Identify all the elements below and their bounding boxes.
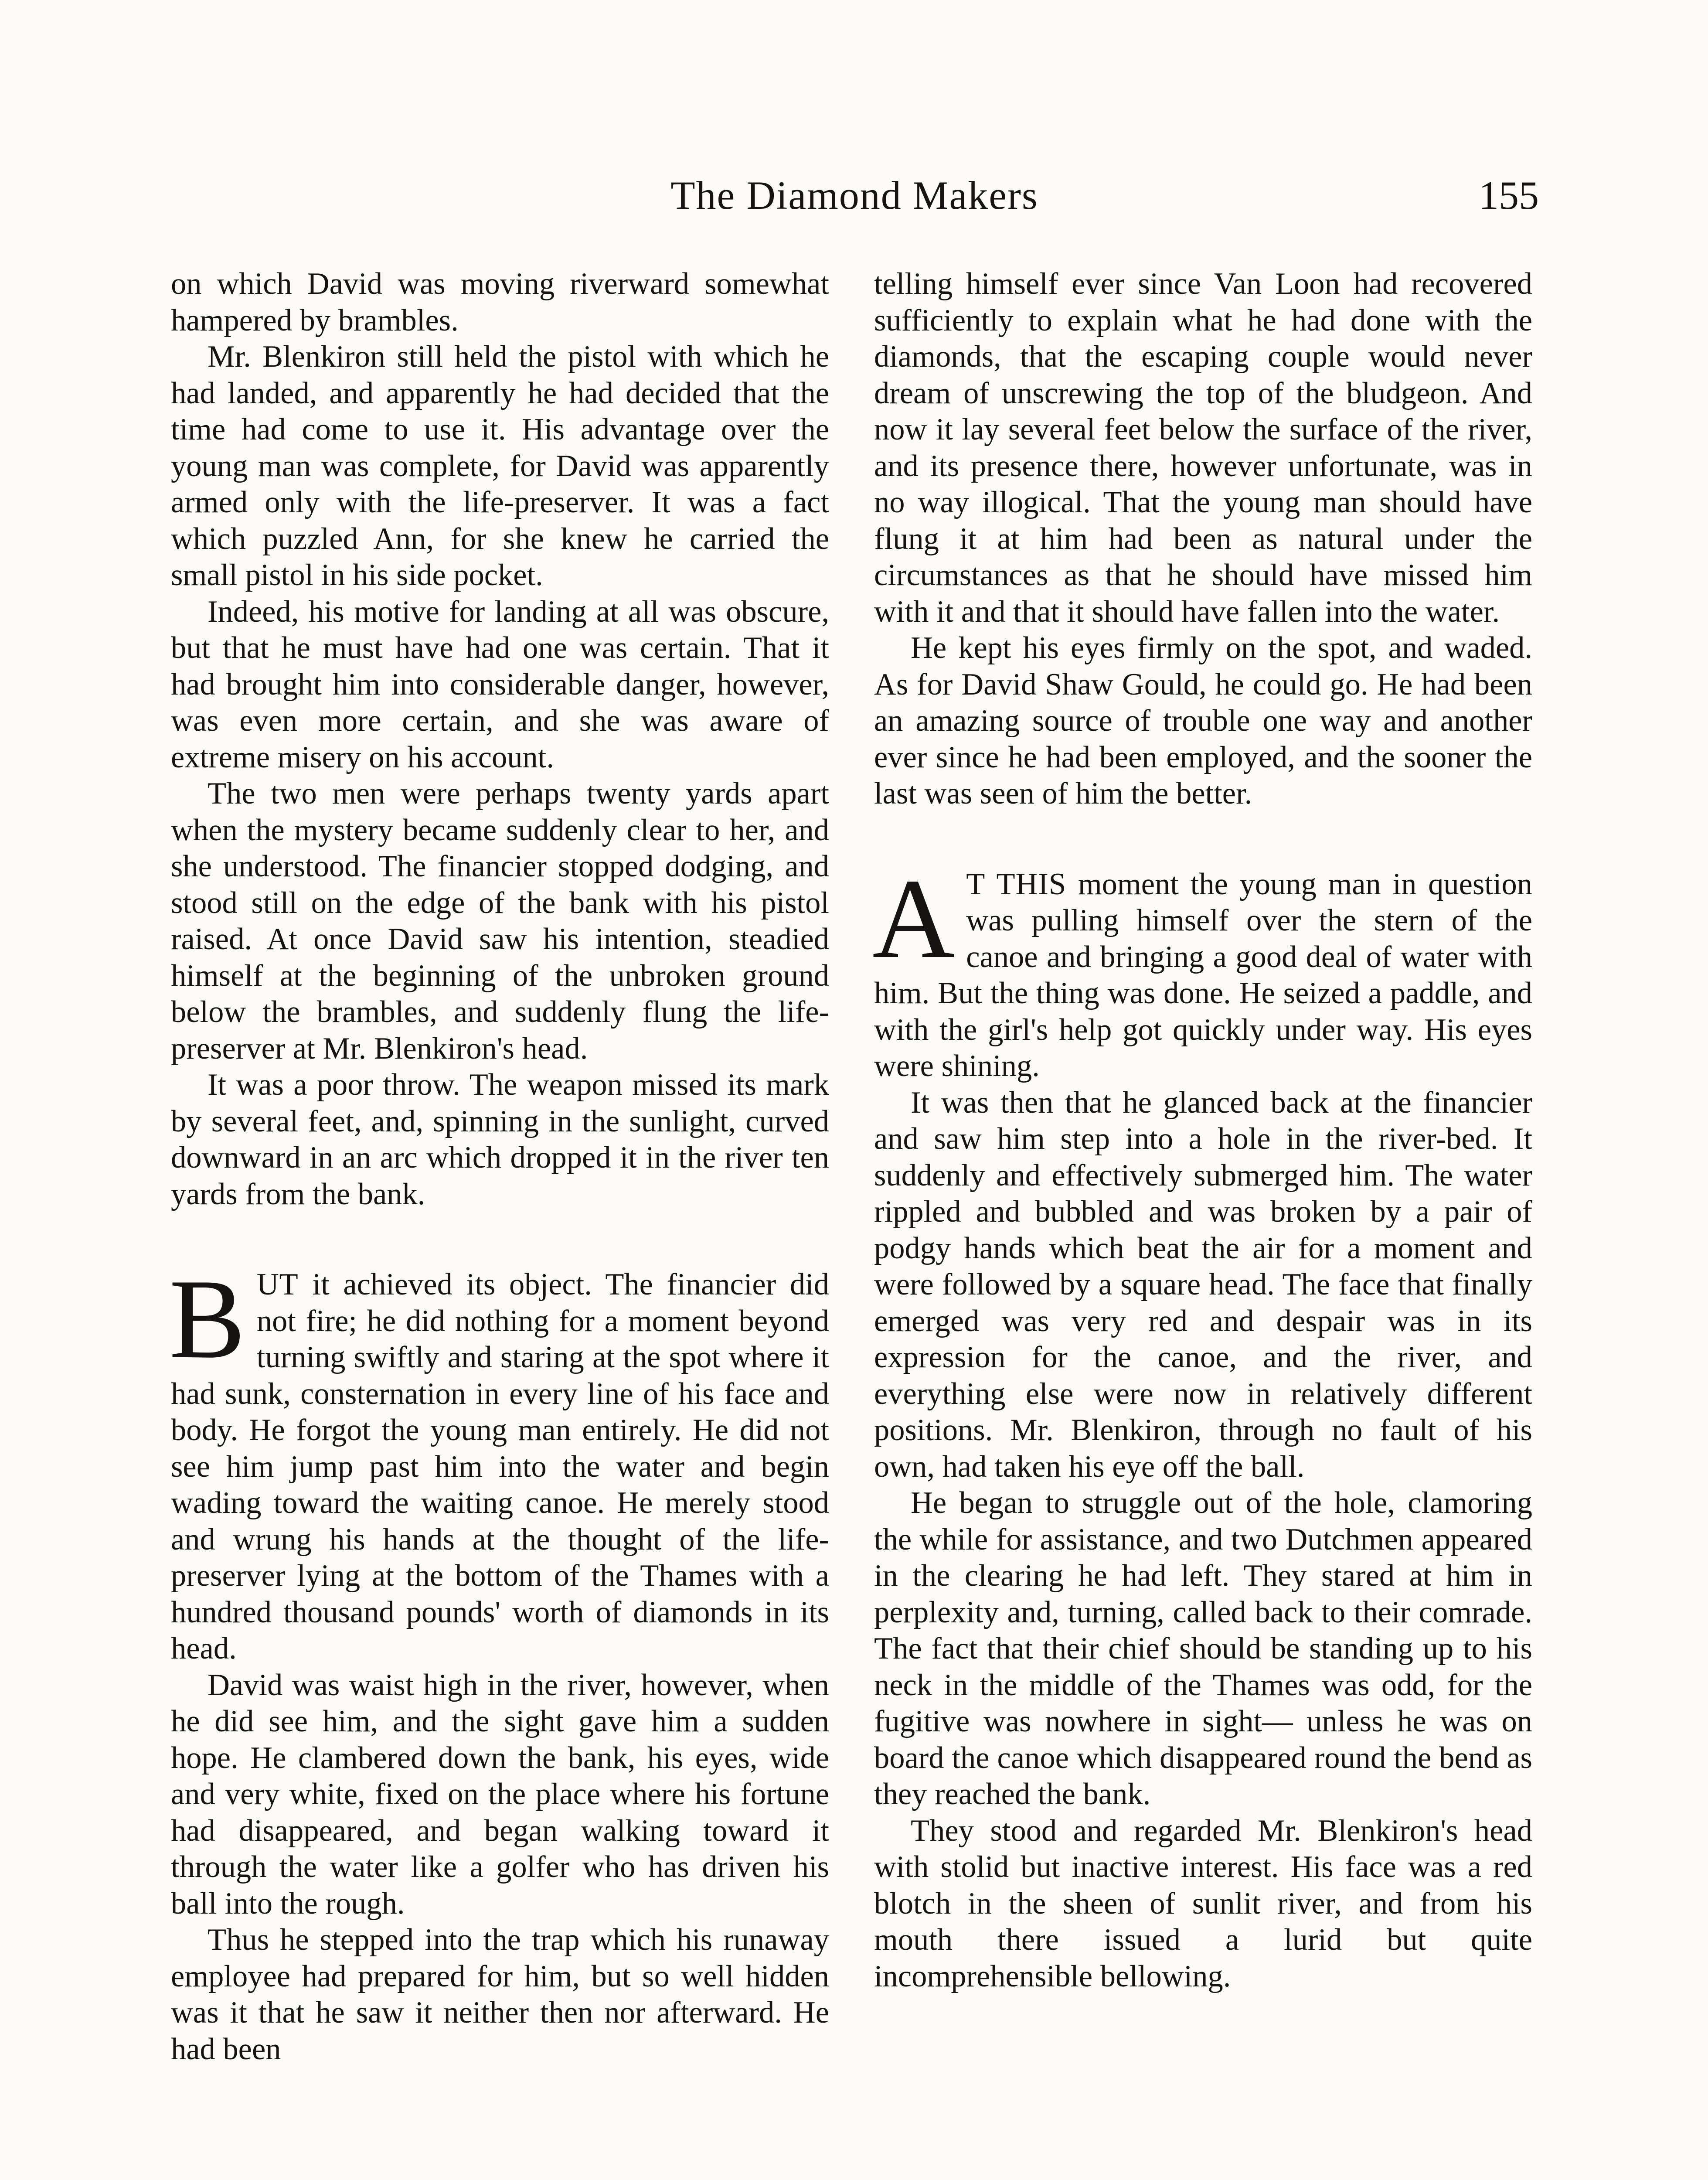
left-column [171,266,829,2068]
paragraph: on which David was moving riverward somewhat hampered by brambles. [171,267,829,337]
paragraph: It was then that he glanced back at the financier and saw him step into a hole in the river-bed. It suddenly and effectively submerged him. The water rippled and bubbled and was broken by a pair of podgy hands which beat the air for a moment and were followed by a square head. The face that finally emerged was very red and despair was in its expression for the canoe, and the river, and everything else were now in relatively different positions. Mr. Blenkiron, through no fault of his own, had taken his eye off the ball. [874,1085,1532,1484]
lead-in-caps: UT [256,1267,299,1301]
paragraph-text: moment the young man in question was pulling himself over the stern of the canoe and bringing a good deal of water with him. But the thing was done. He seized a paddle, and with the girl's help got quickly under way. His eyes were shining. [874,867,1532,1083]
drop-cap: A [872,855,955,982]
paragraph: He kept his eyes firmly on the spot, and waded. As for David Shaw Gould, he could go. He had been an amazing source of trouble one way and another ever since he had been employed, and the sooner the last was seen of him the better. [874,631,1532,811]
paragraph: He began to struggle out of the hole, clamoring the while for assistance, and two Dutchmen appeared in the clearing he had left. They stared at him in perplexity and, turning, called back to their comrade. The fact that their chief should be standing up to his neck in the middle of the Thames was odd, for the fugitive was nowhere in sight— unless he was on board the canoe which disappeared round the bend as they reached the bank. [874,1486,1532,1811]
paragraph: Mr. Blenkiron still held the pistol with which he had landed, and apparently he had decided that the time had come to use it. His advantage over the young man was complete, for David was apparently armed only with the life-preserver. It was a fact which puzzled Ann, for she knew he carried the small pistol in his side pocket. [171,340,829,592]
paragraph: Thus he stepped into the trap which his runaway employee had prepared for him, but so well hidden was it that he saw it neither then nor afterward. He had been [171,1923,829,2066]
section-break [171,1213,829,1267]
running-title: The Diamond Makers [670,173,1038,218]
paragraph: It was a poor throw. The weapon missed its mark by several feet, and, spinning in the sunlight, curved downward in an arc which dropped it in the river ten yards from the bank. [171,1068,829,1211]
page-header [170,172,1539,229]
paragraph: telling himself ever since Van Loon had recovered sufficiently to explain what he had done with the diamonds, that the escaping couple would never dream of unscrewing the top of the bludgeon. And now it lay several feet below the surface of the river, and its presence there, however unfortunate, was in no way illogical. That the young man should have flung it at him had been as natural under the circumstances as that he should have missed him with it and that it should have fallen into the water. [874,267,1532,629]
paragraph-text: it achieved its object. The financier did not fire; he did nothing for a moment beyond turning swiftly and staring at the spot where it had sunk, consternation in every line of his face and body. He forgot the young man entirely. He did not see him jump past him into the water and begin wading toward the waiting canoe. He merely stood and wrung his hands at the thought of the life-preserver lying at the bottom of the Thames with a hundred thousand pounds' worth of diamonds in its head. [171,1267,829,1666]
right-column [874,266,1532,1995]
lead-in-caps: T THIS [966,867,1067,901]
dropcap-paragraph [169,1256,829,1667]
paragraph: The two men were perhaps twenty yards apart when the mystery became suddenly clear to her, and she understood. The financier stopped dodging, and stood still on the edge of the bank with his pistol raised. At once David saw his intention, steadied himself at the beginning of the unbroken ground below the brambles, and suddenly flung the life-preserver at Mr. Blenkiron's head. [171,777,829,1066]
paragraph: David was waist high in the river, however, when he did see him, and the sight gave him a sudden hope. He clambered down the bank, his eyes, wide and very white, fixed on the place where his fortune had disappeared, and began walking toward it through the water like a golfer who has driven his ball into the rough. [171,1668,829,1921]
page-number: 155 [1479,173,1539,218]
drop-cap: B [169,1256,245,1382]
section-break [874,812,1532,866]
dropcap-paragraph [872,855,1532,1085]
paragraph: They stood and regarded Mr. Blenkiron's head with stolid but inactive interest. His face was a red blotch in the sheen of sunlit river, and from his mouth there issued a lurid but quite incomprehensible bellowing. [874,1813,1532,1993]
paragraph: Indeed, his motive for landing at all was obscure, but that he must have had one was certain. That it had brought him into considerable danger, however, was even more certain, and she was aware of extreme misery on his account. [171,594,829,774]
